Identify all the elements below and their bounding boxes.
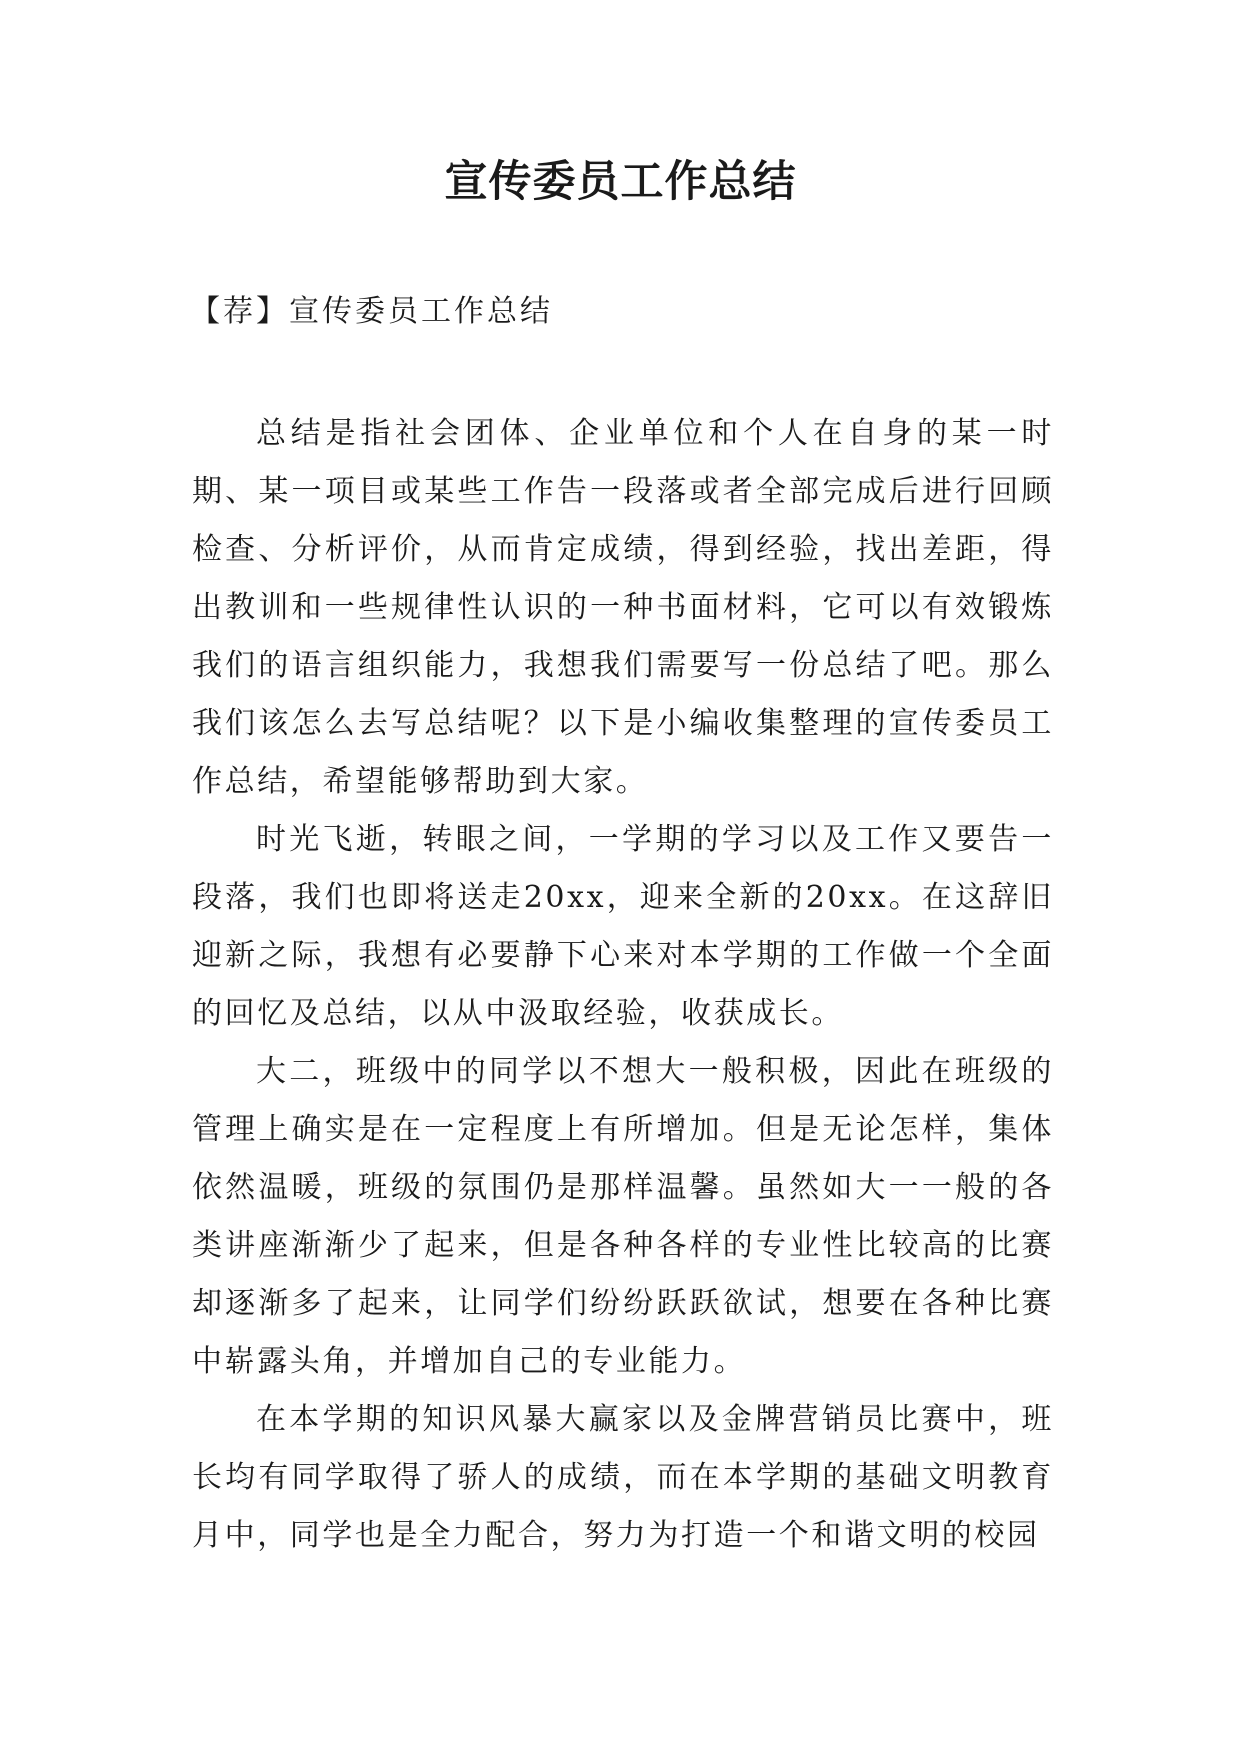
- document-title: 宣传委员工作总结: [444, 157, 797, 207]
- paragraph-time: 时光飞逝，转眼之间，一学期的学习以及工作又要告一段落，我们也即将送走20xx，迎来全新的20xx。在这辞旧迎新之际，我想有必要静下心来对本学期的工作做一个全面的回忆及总结，以从中汲取经验，收获成长。: [192, 822, 1054, 1031]
- paragraph-achievements: 在本学期的知识风暴大赢家以及金牌营销员比赛中，班长均有同学取得了骄人的成绩，而在本学期的基础文明教育月中，同学也是全力配合，努力为打造一个和谐文明的校园: [192, 1402, 1054, 1553]
- document-subtitle: 【荐】宣传委员工作总结: [190, 294, 553, 329]
- document-body: [192, 405, 1054, 1565]
- paragraph-sophomore: 大二，班级中的同学以不想大一般积极，因此在班级的管理上确实是在一定程度上有所增加。但是无论怎样，集体依然温暖，班级的氛围仍是那样温馨。虽然如大一一般的各类讲座渐渐少了起来，但是各种各样的专业性比较高的比赛却逐渐多了起来，让同学们纷纷跃跃欲试，想要在各种比赛中崭露头角，并增加自己的专业能力。: [192, 1054, 1054, 1379]
- paragraph-intro: 总结是指社会团体、企业单位和个人在自身的某一时期、某一项目或某些工作告一段落或者全部完成后进行回顾检查、分析评价，从而肯定成绩，得到经验，找出差距，得出教训和一些规律性认识的一种书面材料，它可以有效锻炼我们的语言组织能力，我想我们需要写一份总结了吧。那么我们该怎么去写总结呢？以下是小编收集整理的宣传委员工作总结，希望能够帮助到大家。: [192, 416, 1054, 799]
